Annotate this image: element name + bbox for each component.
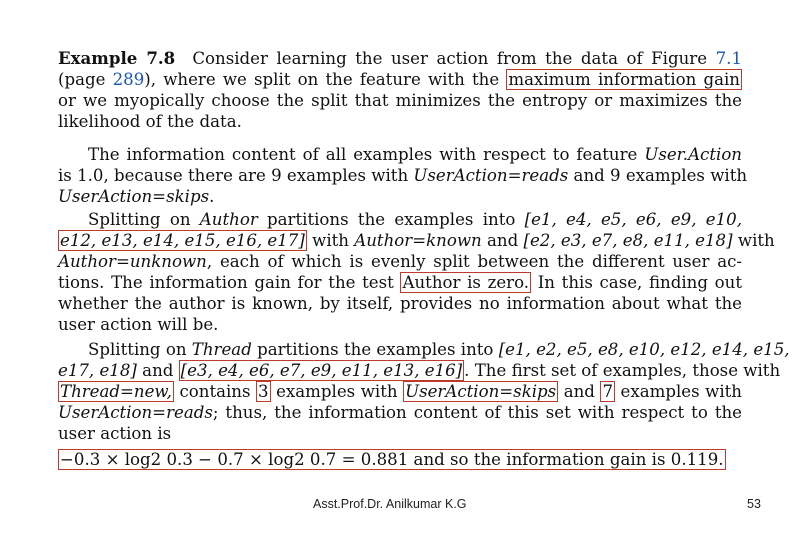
math-span: UserAction=skips bbox=[58, 187, 210, 206]
text-span: partitions the examples into bbox=[251, 340, 499, 359]
text-line-5 bbox=[88, 144, 742, 165]
math-span: e17, e18] bbox=[58, 361, 137, 380]
text-span: Consider learning the user action from the data of Figure bbox=[192, 49, 716, 68]
text-line-11 bbox=[58, 272, 742, 293]
text-line-16 bbox=[58, 381, 742, 402]
text-span: with bbox=[306, 231, 355, 250]
text-line-7 bbox=[58, 186, 742, 207]
text-line-2 bbox=[58, 69, 742, 90]
math-span: Thread bbox=[191, 340, 252, 359]
text-span: , each of which is evenly split between the different user ac- bbox=[206, 252, 742, 271]
text-span: examples with bbox=[270, 382, 404, 401]
figure-link[interactable]: 7.1 bbox=[715, 49, 742, 68]
text-span: and bbox=[558, 382, 601, 401]
math-span: User.Action bbox=[644, 145, 742, 164]
math-span: UserAction=reads bbox=[413, 166, 569, 185]
text-span: Splitting on bbox=[88, 340, 192, 359]
text-line-4: likelihood of the data. bbox=[58, 112, 242, 131]
text-line-3: or we myopically choose the split that minimizes the entropy or maximizes the bbox=[58, 91, 742, 110]
text-span: with bbox=[732, 231, 775, 250]
highlight-box-thread-second-set: [e3, e4, e6, e7, e9, e11, e13, e16] bbox=[180, 361, 463, 380]
text-span: and bbox=[136, 361, 179, 380]
math-span: [e2, e3, e7, e8, e11, e18] bbox=[523, 231, 733, 250]
text-span: tions. The information gain for the test bbox=[58, 273, 401, 292]
math-span: [e1, e4, e5, e6, e9, e10, bbox=[524, 210, 742, 229]
example-label: Example 7.8 bbox=[58, 48, 176, 68]
math-span: Author=known bbox=[354, 231, 482, 250]
text-span: ; thus, the information content of this set with respect to the bbox=[212, 403, 742, 422]
text-line-18: user action is bbox=[58, 424, 172, 443]
text-span: examples with bbox=[615, 382, 742, 401]
text-span: ), where we split on the feature with the bbox=[144, 70, 507, 89]
text-span: (page bbox=[58, 70, 113, 89]
text-line-6 bbox=[58, 165, 748, 186]
footer-author: Asst.Prof.Dr. Anilkumar K.G bbox=[313, 497, 467, 511]
math-span: Author=unknown bbox=[58, 252, 207, 271]
text-line-1 bbox=[58, 48, 742, 69]
text-span: is 1.0, because there are 9 examples with bbox=[58, 166, 414, 185]
highlight-box-thread-new: Thread=new, bbox=[60, 382, 172, 401]
text-line-12: whether the author is known, by itself, provides no information about what the bbox=[58, 294, 742, 313]
text-span: In this case, finding out bbox=[531, 273, 742, 292]
text-line-8 bbox=[88, 209, 742, 230]
text-line-19 bbox=[58, 449, 726, 470]
text-span: Splitting on bbox=[88, 210, 200, 229]
highlight-box-count-3: 3 bbox=[258, 382, 269, 401]
highlight-box-entropy-formula: −0.3 × log2 0.3 − 0.7 × log2 0.7 = 0.881 and so the information gain is 0.119. bbox=[60, 450, 724, 469]
page-link[interactable]: 289 bbox=[112, 70, 145, 89]
text-line-10 bbox=[58, 251, 742, 272]
math-span: [e1, e2, e5, e8, e10, e12, e14, e15, bbox=[498, 340, 790, 359]
text-span: contains bbox=[173, 382, 257, 401]
text-line-9 bbox=[58, 230, 775, 251]
math-span: Author bbox=[199, 210, 258, 229]
text-line-17 bbox=[58, 402, 742, 423]
highlight-box-author-zero: Author is zero. bbox=[402, 273, 530, 292]
highlight-box-count-7: 7 bbox=[602, 382, 614, 401]
page-number: 53 bbox=[747, 497, 761, 511]
math-span: UserAction=reads bbox=[58, 403, 213, 422]
text-span: partitions the examples into bbox=[257, 210, 525, 229]
text-line-14 bbox=[88, 339, 790, 360]
text-span: . The first set of examples, those with bbox=[464, 361, 781, 380]
text-line-13: user action will be. bbox=[58, 315, 219, 334]
text-line-15 bbox=[58, 360, 781, 381]
highlight-box-author-known-set: e12, e13, e14, e15, e16, e17] bbox=[60, 231, 305, 250]
text-span: and 9 examples with bbox=[568, 166, 748, 185]
highlight-box-useraction-skips: UserAction=skips bbox=[405, 382, 557, 401]
text-span: . bbox=[209, 187, 215, 206]
text-span: and bbox=[481, 231, 524, 250]
highlight-box-max-info-gain: maximum information gain bbox=[508, 70, 740, 89]
text-span: The information content of all examples with respect to feature bbox=[88, 145, 645, 164]
